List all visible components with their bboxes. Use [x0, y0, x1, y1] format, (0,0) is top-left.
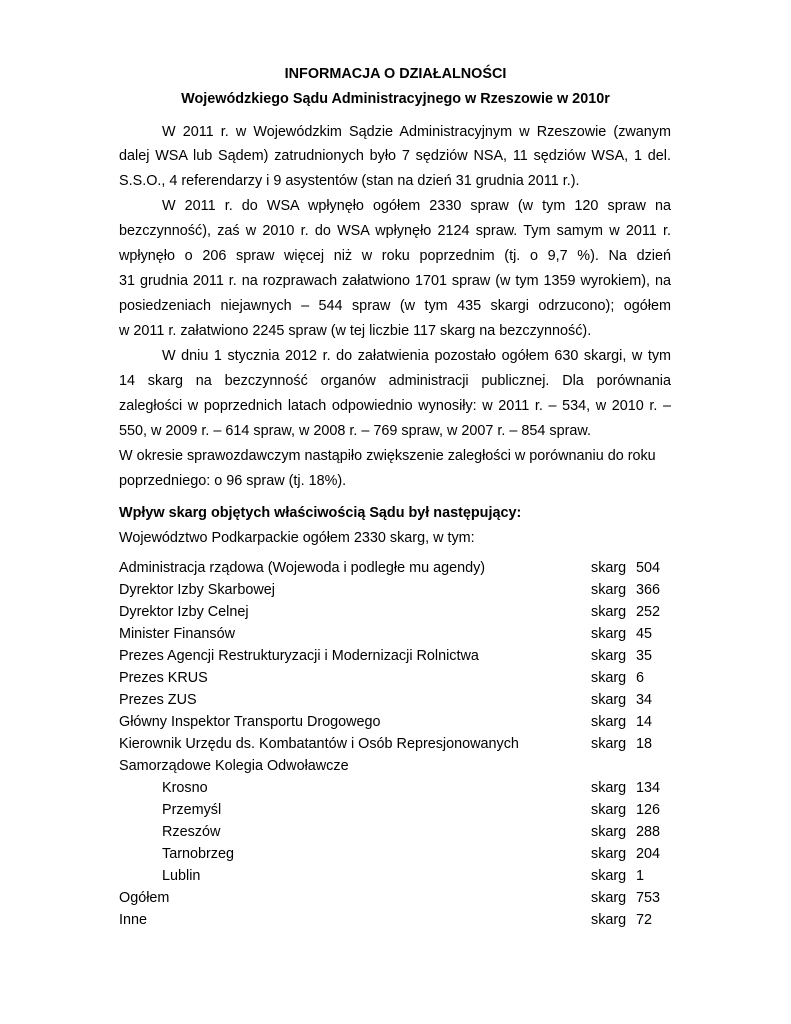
row-count: 252 [636, 604, 661, 620]
row-label: Samorządowe Kolegia Odwoławcze [119, 758, 349, 774]
paragraph-3-line-4: 550, w 2009 r. – 614 spraw, w 2008 r. – 769 spraw, w 2007 r. – 854 spraw. [119, 423, 591, 439]
row-count: 45 [636, 626, 653, 642]
row-label: Dyrektor Izby Skarbowej [119, 582, 275, 598]
paragraph-2-line-1: W 2011 r. do WSA wpłynęło ogółem 2330 spraw (w tym 120 spraw na [162, 198, 671, 214]
row-unit: skarg [591, 890, 627, 906]
paragraph-2-line-4: 31 grudnia 2011 r. na rozprawach załatwiono 1701 spraw (w tym 1359 wyrokiem), na [119, 273, 671, 289]
row-label: Prezes Agencji Restrukturyzacji i Modernizacji Rolnictwa [119, 648, 479, 664]
row-unit: skarg [591, 780, 627, 796]
row-label: Inne [119, 912, 148, 928]
row-label: Prezes KRUS [119, 670, 208, 686]
row-label: Lublin [162, 868, 201, 884]
row-label: Kierownik Urzędu ds. Kombatantów i Osób Represjonowanych [119, 736, 519, 752]
row-count: 72 [636, 912, 653, 928]
section-heading: Wpływ skarg objętych właściwością Sądu był następujący: [119, 505, 522, 521]
row-unit: skarg [591, 868, 627, 884]
row-unit: skarg [591, 692, 627, 708]
row-label: Przemyśl [162, 802, 222, 818]
row-count: 288 [636, 824, 661, 840]
row-unit: skarg [591, 912, 627, 928]
paragraph-1-line-1: W 2011 r. w Wojewódzkim Sądzie Administracyjnym w Rzeszowie (zwanym [162, 124, 671, 140]
row-count: 34 [636, 692, 653, 708]
row-unit: skarg [591, 604, 627, 620]
row-unit: skarg [591, 560, 627, 576]
paragraph-3-line-3: zaległości w poprzednich latach odpowiednio wynosiły: w 2011 r. – 534, w 2010 r. – [119, 398, 671, 414]
row-unit: skarg [591, 736, 627, 752]
row-unit: skarg [591, 648, 627, 664]
row-label: Dyrektor Izby Celnej [119, 604, 249, 620]
row-count: 504 [636, 560, 661, 576]
paragraph-4-line-1: W okresie sprawozdawczym nastąpiło zwiększenie zaległości w porównaniu do roku [119, 448, 656, 464]
row-label: Tarnobrzeg [162, 846, 234, 862]
row-unit: skarg [591, 626, 627, 642]
row-label: Prezes ZUS [119, 692, 197, 708]
document-title: INFORMACJA O DZIAŁALNOŚCI [284, 66, 507, 82]
row-label: Rzeszów [162, 824, 221, 840]
paragraph-2-line-2: bezczynność), zaś w 2010 r. do WSA wpłynęło 2124 spraw. Tym samym w 2011 r. [119, 223, 671, 239]
paragraph-3-line-1: W dniu 1 stycznia 2012 r. do załatwienia pozostało ogółem 630 skargi, w tym [162, 348, 671, 364]
row-count: 753 [636, 890, 661, 906]
paragraph-1-line-2: dalej WSA lub Sądem) zatrudnionych było 7 sędziów NSA, 11 sędziów WSA, 1 del. [119, 148, 671, 164]
row-count: 134 [636, 780, 661, 796]
row-label: Administracja rządowa (Wojewoda i podległe mu agendy) [119, 560, 486, 576]
row-unit: skarg [591, 846, 627, 862]
section-intro: Województwo Podkarpackie ogółem 2330 skarg, w tym: [119, 530, 475, 546]
row-unit: skarg [591, 582, 627, 598]
document-subtitle: Wojewódzkiego Sądu Administracyjnego w Rzeszowie w 2010r [181, 91, 610, 107]
row-label: Krosno [162, 780, 208, 796]
paragraph-2-line-6: w 2011 r. załatwiono 2245 spraw (w tej liczbie 117 skarg na bezczynność). [119, 323, 592, 339]
row-label: Minister Finansów [119, 626, 235, 642]
row-count: 6 [636, 670, 645, 686]
row-count: 18 [636, 736, 653, 752]
row-unit: skarg [591, 824, 627, 840]
row-unit: skarg [591, 670, 627, 686]
row-count: 35 [636, 648, 653, 664]
paragraph-2-line-5: posiedzeniach niejawnych – 544 spraw (w tym 435 skargi odrzucono); ogółem [119, 298, 671, 314]
paragraph-3-line-2: 14 skarg na bezczynność organów administracji publicznej. Dla porównania [119, 373, 671, 389]
row-label: Główny Inspektor Transportu Drogowego [119, 714, 381, 730]
paragraph-1-line-3: S.S.O., 4 referendarzy i 9 asystentów (stan na dzień 31 grudnia 2011 r.). [119, 173, 580, 189]
row-count: 204 [636, 846, 661, 862]
row-unit: skarg [591, 714, 627, 730]
paragraph-2-line-3: wpłynęło o 206 spraw więcej niż w roku poprzednim (tj. o 9,7 %). Na dzień [119, 248, 671, 264]
row-label: Ogółem [119, 890, 170, 906]
row-unit: skarg [591, 802, 627, 818]
row-count: 366 [636, 582, 661, 598]
row-count: 1 [636, 868, 645, 884]
row-count: 14 [636, 714, 653, 730]
paragraph-4-line-2: poprzedniego: o 96 spraw (tj. 18%). [119, 473, 347, 489]
row-count: 126 [636, 802, 661, 818]
